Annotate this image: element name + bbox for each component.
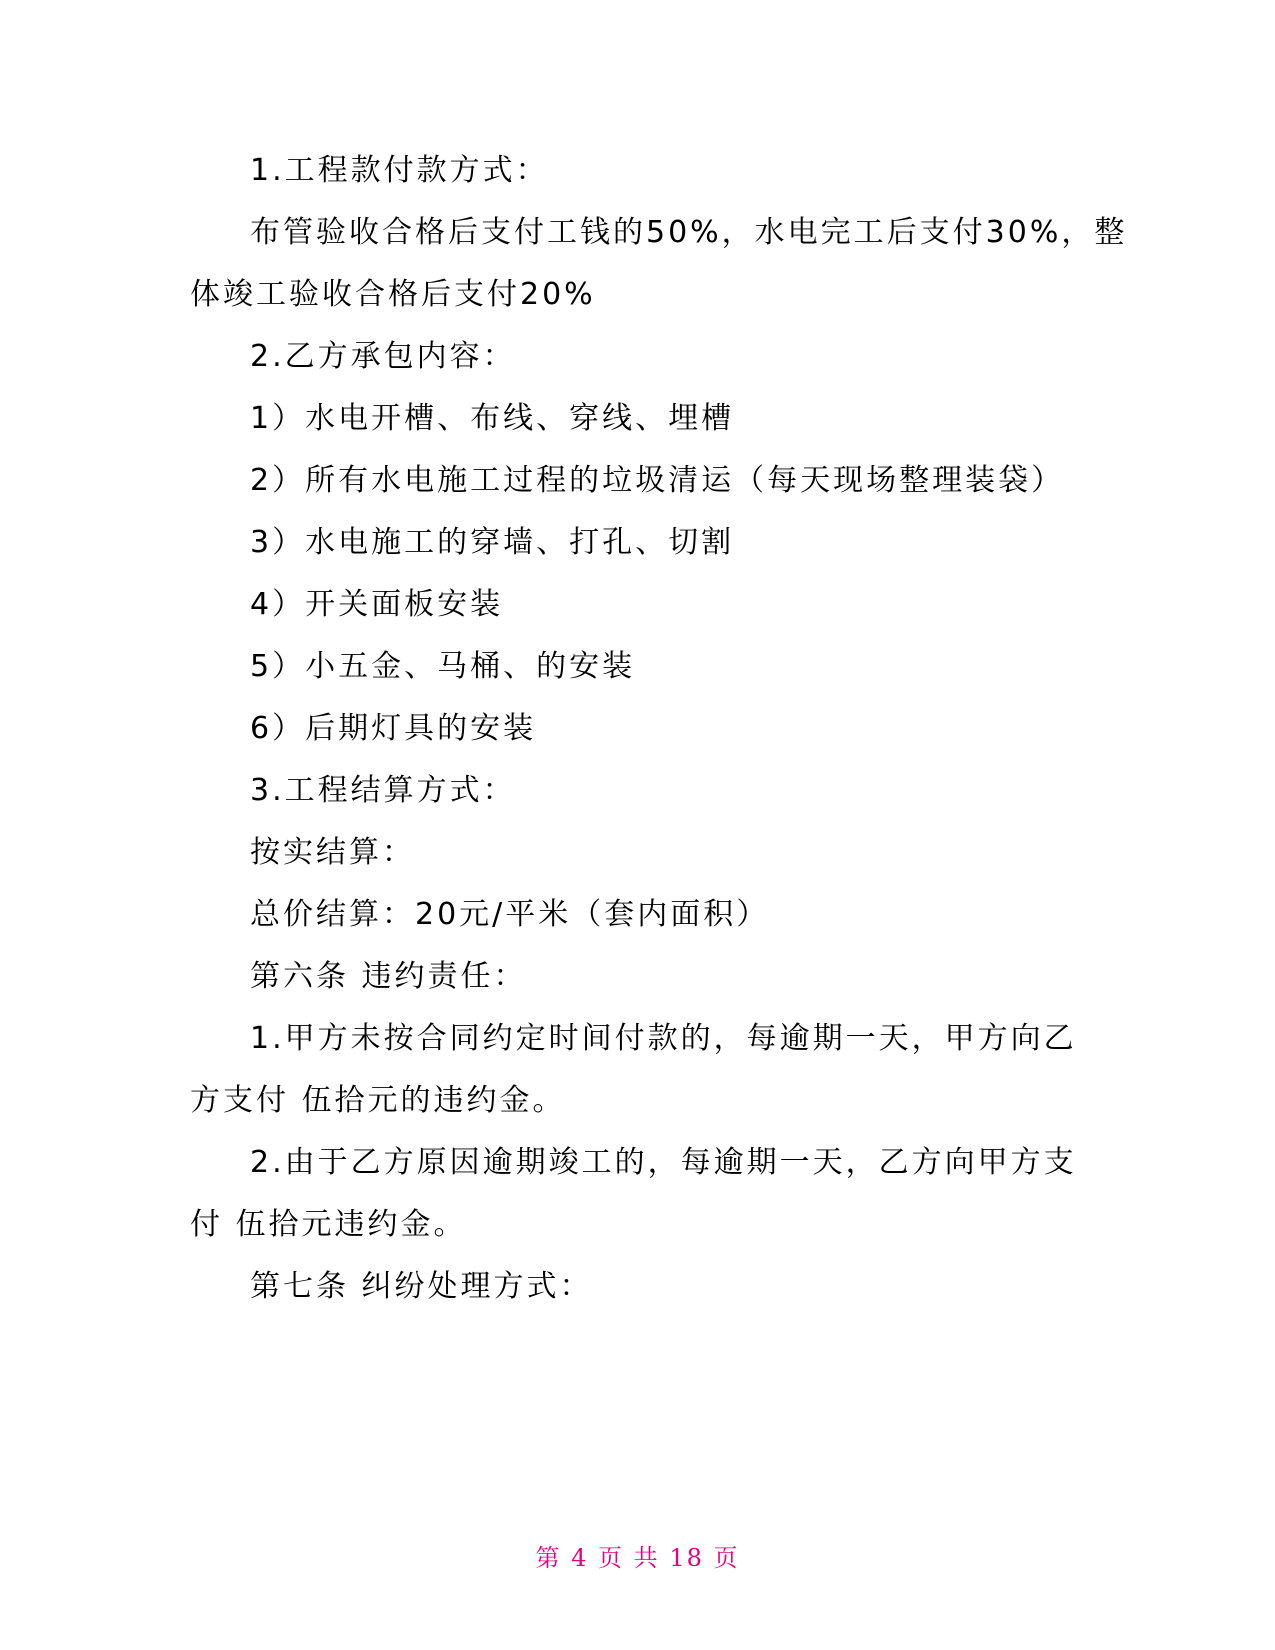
paragraph-line: 方支付 伍拾元的违约金。 bbox=[190, 1083, 566, 1118]
total-pages-number: 18 bbox=[669, 1544, 704, 1572]
paragraph-line: 6）后期灯具的安装 bbox=[250, 711, 537, 746]
paragraph-line: 5）小五金、马桶、的安装 bbox=[250, 649, 636, 684]
footer-middle: 页 共 bbox=[598, 1544, 660, 1572]
paragraph-line: 第六条 违约责任： bbox=[250, 959, 527, 994]
document-body bbox=[190, 140, 1128, 1318]
footer-suffix: 页 bbox=[713, 1544, 740, 1572]
paragraph-line: 3）水电施工的穿墙、打孔、切割 bbox=[250, 525, 735, 560]
footer-prefix: 第 bbox=[535, 1544, 562, 1572]
paragraph-line: 按实结算： bbox=[250, 835, 415, 870]
paragraph-line: 2.由于乙方原因逾期竣工的，每逾期一天，乙方向甲方支 bbox=[250, 1145, 1077, 1180]
paragraph-line: 第七条 纠纷处理方式： bbox=[250, 1269, 593, 1304]
paragraph-line: 2.乙方承包内容： bbox=[250, 339, 516, 374]
paragraph-line: 3.工程结算方式： bbox=[250, 773, 516, 808]
paragraph-line: 1）水电开槽、布线、穿线、埋槽 bbox=[250, 401, 735, 436]
paragraph-line: 体竣工验收合格后支付20% bbox=[190, 277, 596, 312]
paragraph-line: 4）开关面板安装 bbox=[250, 587, 504, 622]
current-page-number: 4 bbox=[571, 1544, 589, 1572]
paragraph-line: 付 伍拾元违约金。 bbox=[190, 1207, 467, 1242]
page-number-footer bbox=[0, 1538, 1275, 1573]
paragraph-line: 2）所有水电施工过程的垃圾清运（每天现场整理装袋） bbox=[250, 463, 1065, 498]
paragraph-line: 总价结算：20元/平米（套内面积） bbox=[250, 897, 770, 932]
paragraph-line: 布管验收合格后支付工钱的50%，水电完工后支付30%，整 bbox=[250, 215, 1128, 250]
paragraph-line: 1.工程款付款方式： bbox=[250, 153, 549, 188]
paragraph-line: 1.甲方未按合同约定时间付款的，每逾期一天，甲方向乙 bbox=[250, 1021, 1077, 1056]
